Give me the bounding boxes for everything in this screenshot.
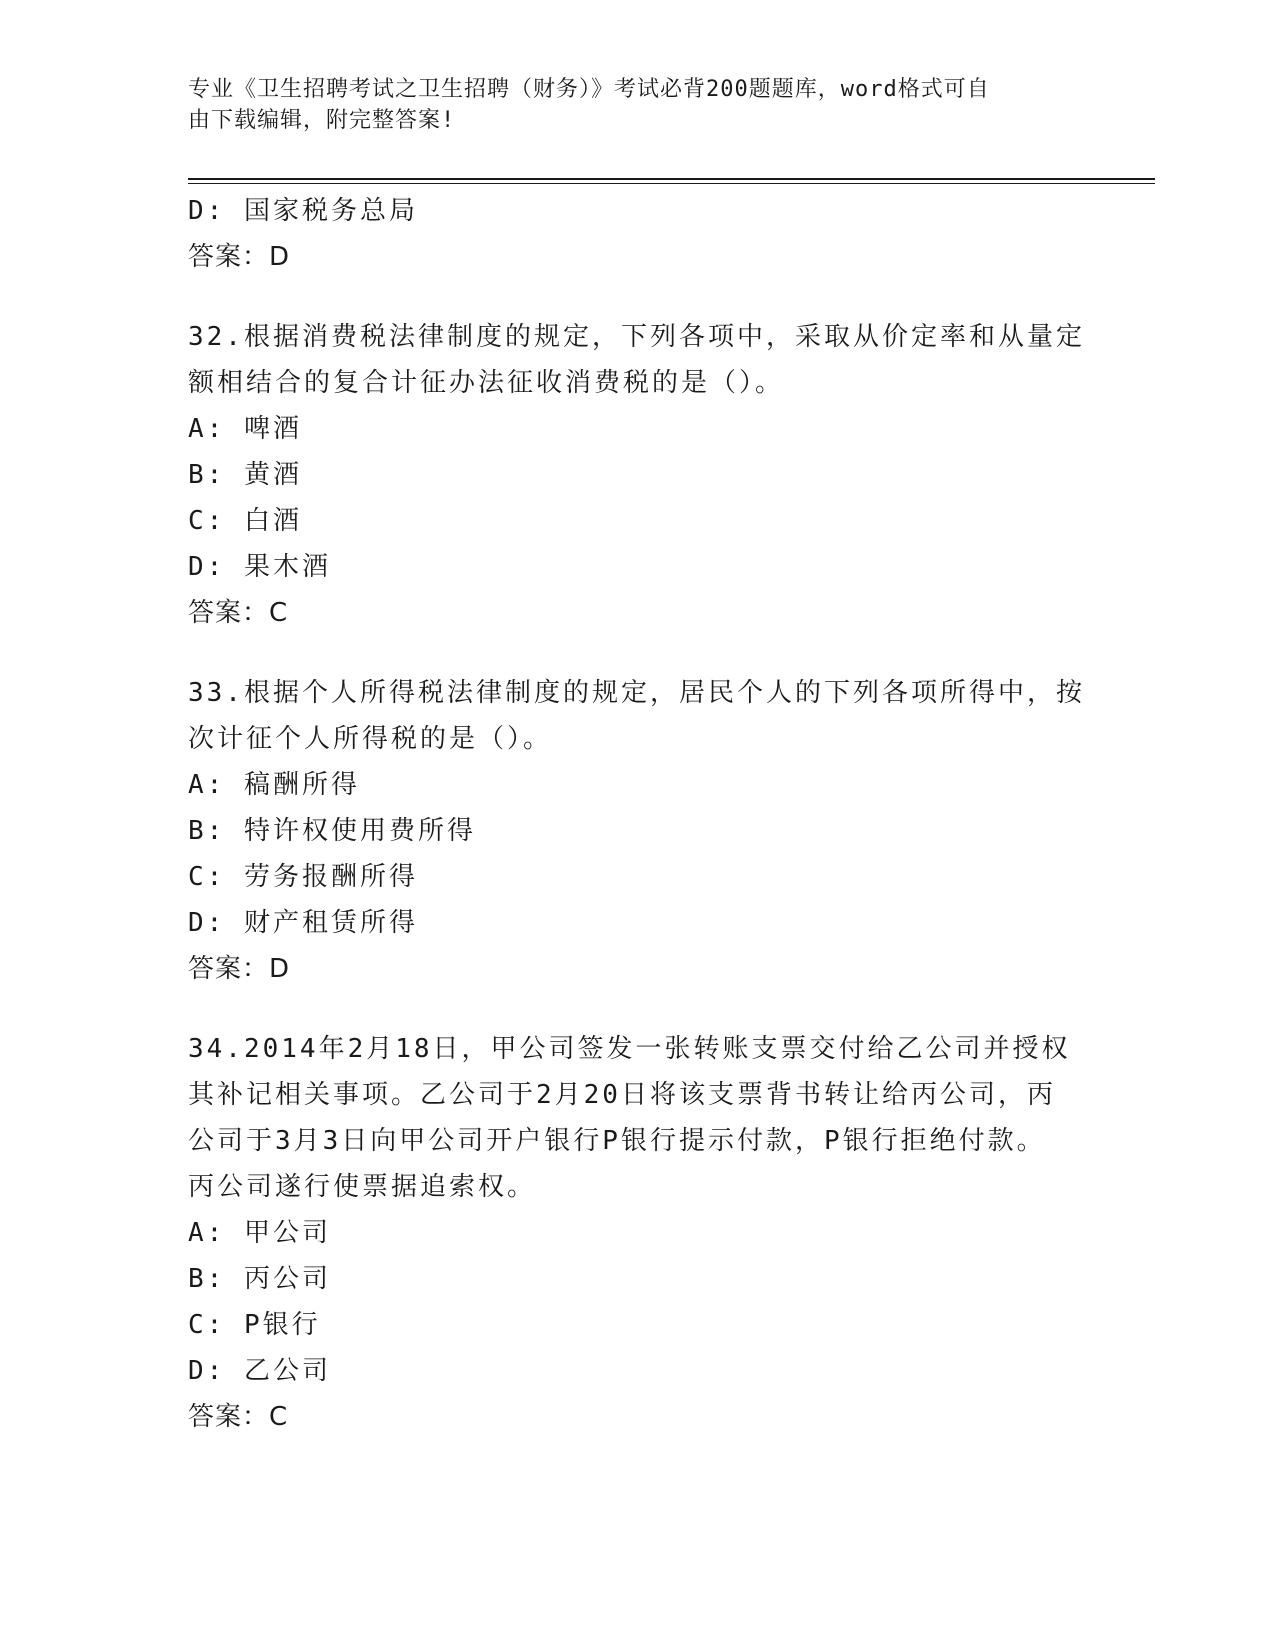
question-text-line: 34.2014年2月18日，甲公司签发一张转账支票交付给乙公司并授权 xyxy=(188,1034,1071,1064)
option-d: D: 果木酒 xyxy=(188,552,331,582)
question-text-line: 丙公司遂行使票据追索权。 xyxy=(188,1172,537,1202)
question-text-line: 33.根据个人所得税法律制度的规定，居民个人的下列各项所得中，按 xyxy=(188,678,1085,708)
answer: 答案：C xyxy=(188,598,289,628)
option-b: B: 特许权使用费所得 xyxy=(188,816,476,846)
question-text-line: 额相结合的复合计征办法征收消费税的是（）。 xyxy=(188,368,785,398)
header-line-1: 专业《卫生招聘考试之卫生招聘（财务）》考试必背200题题库，word格式可自 xyxy=(188,77,990,102)
header-line-2: 由下载编辑，附完整答案! xyxy=(188,108,456,133)
option-a: A: 啤酒 xyxy=(188,414,302,444)
header-rule-thin xyxy=(188,183,1155,184)
option-b: B: 丙公司 xyxy=(188,1264,331,1294)
option-d: D: 财产租赁所得 xyxy=(188,908,418,938)
option-b: B: 黄酒 xyxy=(188,460,302,490)
option-a: A: 稿酬所得 xyxy=(188,770,360,800)
question-text-line: 公司于3月3日向甲公司开户银行P银行提示付款，P银行拒绝付款。 xyxy=(188,1126,1046,1156)
header-rule-thick xyxy=(188,178,1155,180)
answer: 答案：D xyxy=(188,954,291,984)
option-a: A: 甲公司 xyxy=(188,1218,331,1248)
option-d: D: 乙公司 xyxy=(188,1356,331,1386)
prev-option-d: D: 国家税务总局 xyxy=(188,196,418,226)
option-c: C: 白酒 xyxy=(188,506,302,536)
question-text-line: 32.根据消费税法律制度的规定，下列各项中，采取从价定率和从量定 xyxy=(188,322,1085,352)
option-c: C: P银行 xyxy=(188,1310,321,1340)
option-c: C: 劳务报酬所得 xyxy=(188,862,418,892)
question-text-line: 次计征个人所得税的是（）。 xyxy=(188,724,553,754)
question-text-line: 其补记相关事项。乙公司于2月20日将该支票背书转让给丙公司，丙 xyxy=(188,1080,1056,1110)
question-33 xyxy=(188,670,1088,992)
prev-answer: 答案：D xyxy=(188,242,291,272)
answer: 答案：C xyxy=(188,1402,289,1432)
question-34 xyxy=(188,1026,1088,1440)
page-header xyxy=(188,74,1068,136)
question-32 xyxy=(188,314,1088,636)
question-content xyxy=(188,188,1088,1440)
